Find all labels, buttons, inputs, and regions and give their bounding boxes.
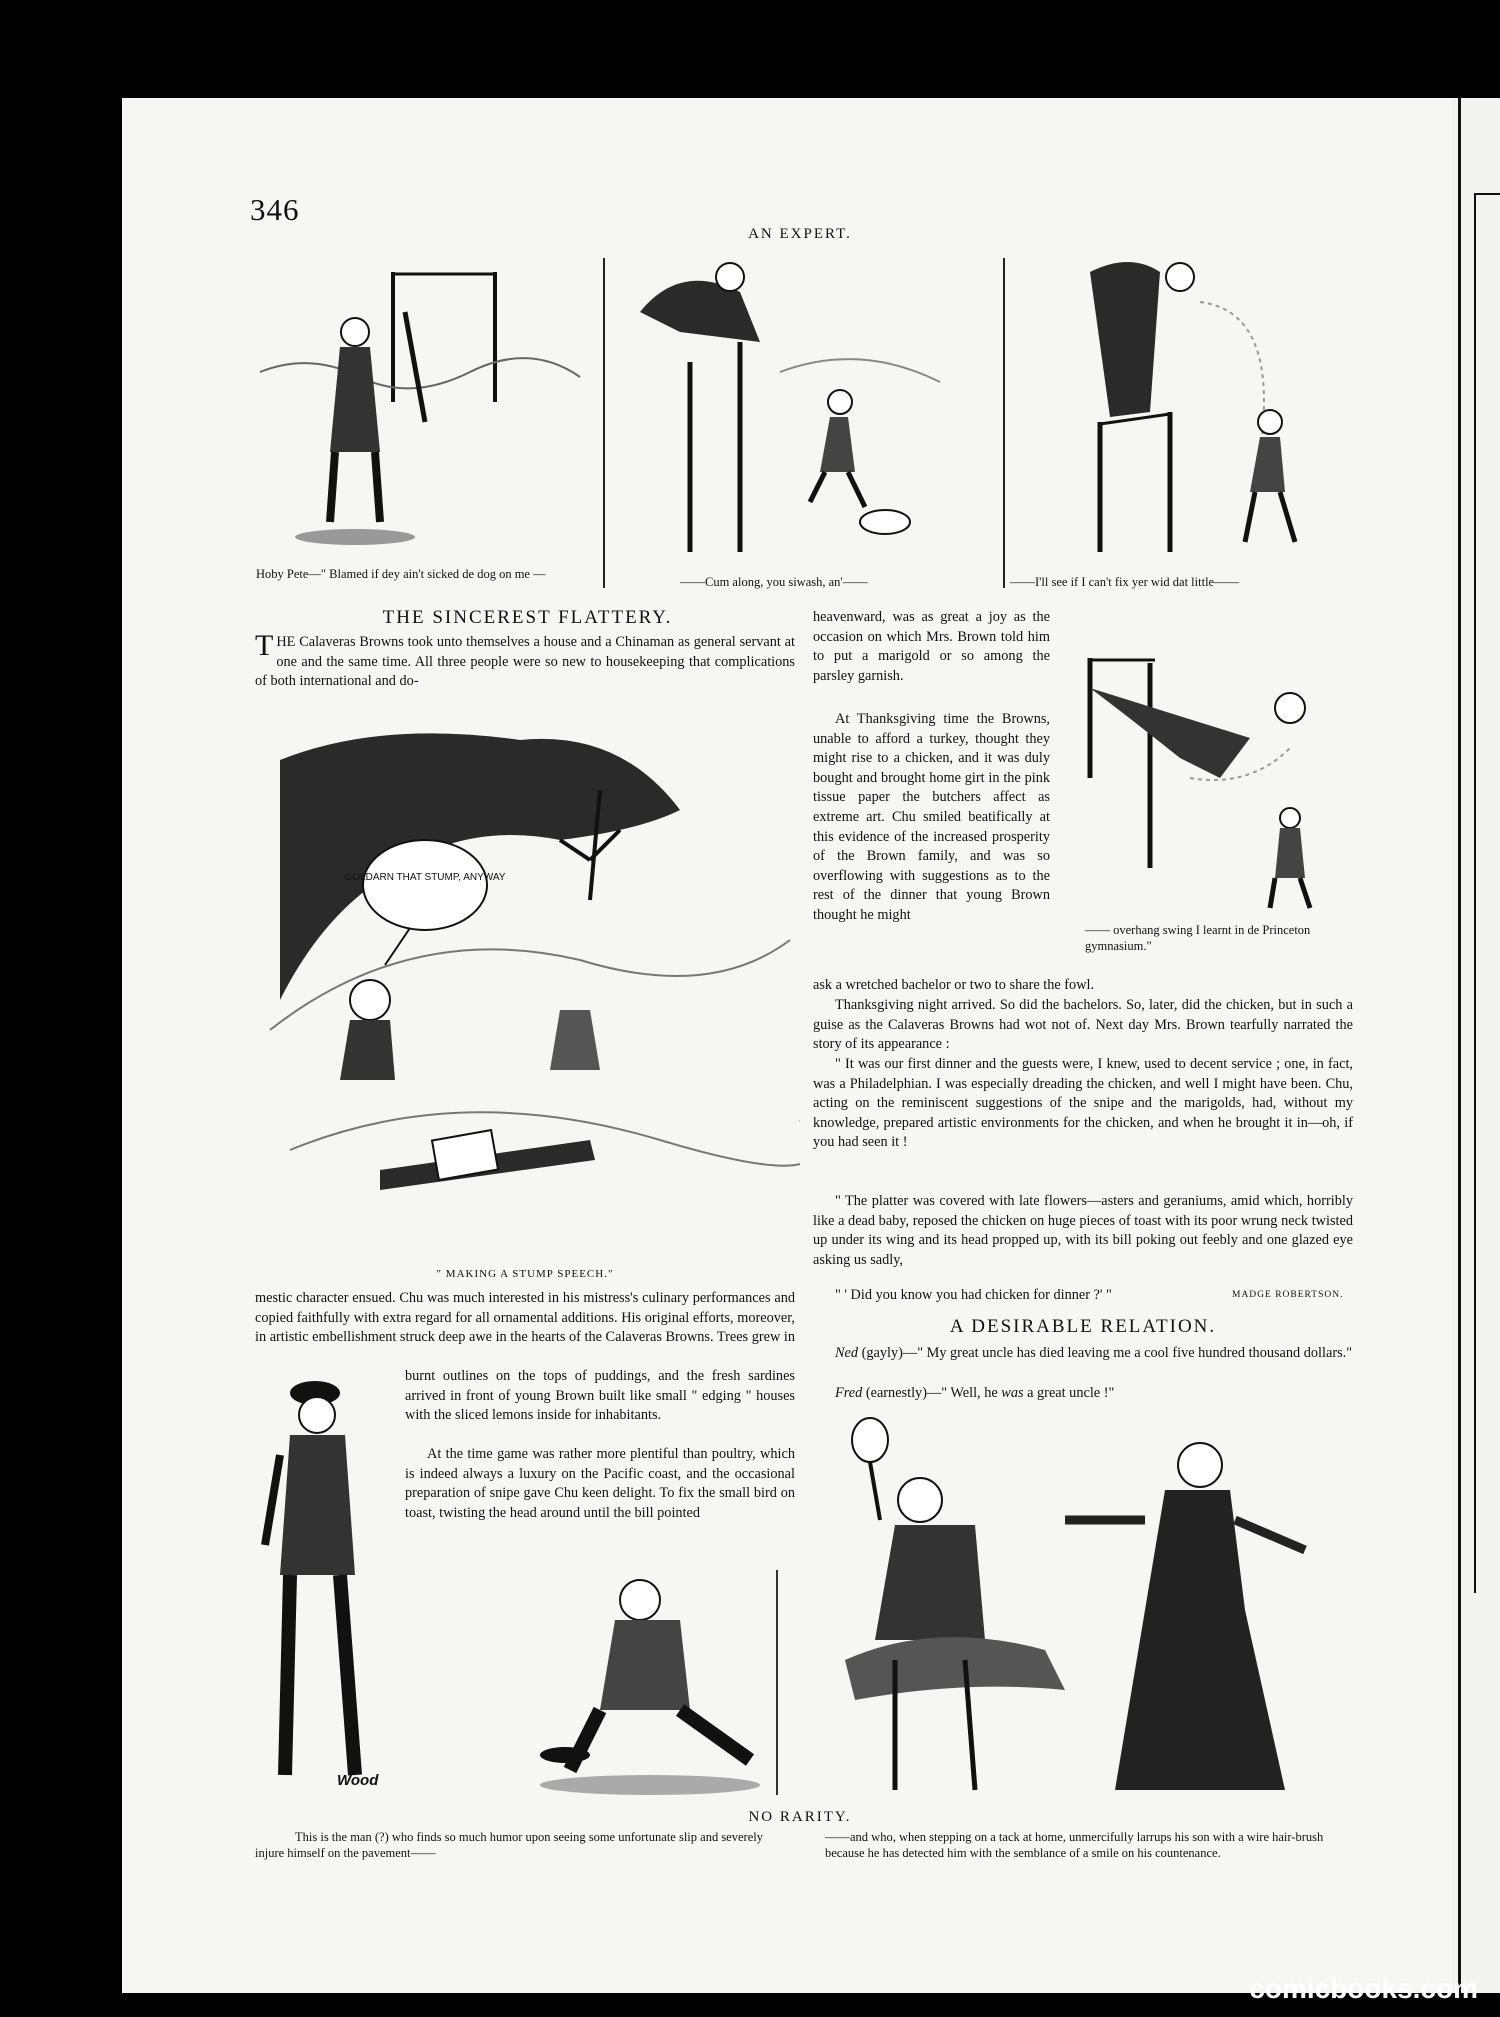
adjacent-page-edge [1452, 98, 1500, 1993]
overhang-swing-illustration [1070, 628, 1360, 916]
sincerest-col2-thanksgiving: At Thanksgiving time the Browns, unable to afford a turkey, thought they might rise to a chicken, and it was duly bought and brought home girt in the pink tissue paper the butchers affect as extreme art. Chu smiled beatifically at this evidence of the increased prosperity of the Brown family, and was so overflowing with suggestions as to the rest of the dinner that young Brown thought he might [813, 711, 1050, 923]
sincerest-para-wrap: burnt outlines on the tops of puddings, and the fresh sardines arrived in front of young Brown built like small " edging " houses with the sliced lemons inside for inhabitants. [405, 1368, 795, 1424]
expert-panel-3-illustration [1030, 252, 1375, 572]
stump-speech-caption: " MAKING A STUMP SPEECH." [436, 1268, 614, 1280]
expert-caption-1: Hoby Pete—" Blamed if dey ain't sicked de dog on me — [256, 567, 546, 581]
sincerest-intro: THE Calaveras Browns took unto themselves a house and a Chinaman as general servant at one and the same time. All three people were so new to housekeeping that complications of both international and do- [255, 629, 795, 690]
no-rarity-title: NO RARITY. [748, 1809, 852, 1825]
expert-panel-1-illustration [250, 252, 595, 572]
author-credit: MADGE ROBERTSON. [1232, 1290, 1344, 1300]
site-watermark: comicbooks.com [1249, 1973, 1478, 2004]
desirable-fred: Fred (earnestly)—" Well, he was a great uncle !" [835, 1385, 1115, 1401]
sincerest-col2-bachelor: ask a wretched bachelor or two to share the fowl. [813, 977, 1095, 993]
expert-title: AN EXPERT. [748, 226, 852, 242]
sincerest-col2-quote: " It was our first dinner and the guests were, I knew, used to decent service ; one, in fact, was a Philadelphian. I was especially dreading the chicken, and well I might have been. Chu, acting on the reminiscent suggestions of the snipe and the marigolds, had, without my knowledge, prepared artistic environments for the chicken, and when he brought it in—oh, if you had seen it ! [813, 1056, 1353, 1151]
expert-caption-3: ——I'll see if I can't fix yer wid dat little—— [1010, 575, 1240, 589]
stump-speech-illustration [260, 700, 800, 1265]
drop-cap: T [255, 629, 274, 662]
sincerest-title: THE SINCEREST FLATTERY. [382, 607, 673, 628]
desirable-title: A DESIRABLE RELATION. [949, 1316, 1217, 1337]
sincerest-col2-closing: " ' Did you know you had chicken for dinner ?' " [835, 1287, 1112, 1303]
desirable-ned: Ned (gayly)—" My great uncle has died leaving me a cool five hundred thousand dollars." [835, 1345, 1353, 1361]
expert-caption-2: ——Cum along, you siwash, an'—— [680, 575, 868, 589]
sincerest-para-game: At the time game was rather more plentiful than poultry, which is indeed always a luxury on the Pacific coast, and the occasional preparation of snipe gave Chu keen delight. To fix the small bird on toast, twisting the head around until the bill pointed [405, 1446, 795, 1521]
hairbrush-spanking-illustration [815, 1410, 1355, 1800]
dandy-man-illustration [260, 1375, 400, 1800]
sincerest-col2-night: Thanksgiving night arrived. So did the bachelors. So, later, did the chicken, but in such a guise as the Calaveras Browns had wot not of. Next day Mrs. Brown tearfully narrated the story of its appearance : [813, 997, 1353, 1053]
sincerest-para-ornaments: mestic character ensued. Chu was much interested in his mistress's culinary performances and copied faithfully with extra regard for all ornamental additions. His original efforts, moreover, in artistic embellishment struck deep awe in the hearts of the Calaveras Browns. Trees grew in [255, 1290, 795, 1346]
expert-continued-caption: —— overhang swing I learnt in de Princeton gymnasium." [1085, 923, 1311, 953]
artist-signature: Wood [337, 1772, 379, 1789]
panel-divider [603, 258, 605, 588]
illustration-divider [776, 1570, 778, 1795]
sincerest-col2-heavenward: heavenward, was as great a joy as the occasion on which Mrs. Brown told him to put a marigold or so among the parsley garnish. [813, 609, 1050, 684]
fallen-man-illustration [530, 1560, 775, 1800]
no-rarity-right-caption: ——and who, when stepping on a tack at home, unmercifully larrups his son with a wire hair-brush because he has detected him with the semblance of a smile on his countenance. [825, 1830, 1324, 1860]
no-rarity-left-caption: This is the man (?) who finds so much humor upon seeing some unfortunate slip and severely injure himself on the pavement—— [255, 1830, 763, 1860]
page-number: 346 [250, 192, 300, 227]
sincerest-col2-platter: " The platter was covered with late flowers—asters and geraniums, amid which, horribly like a dead baby, reposed the chicken on huge pieces of toast with its poor wrung neck twisted up under its wing and its head propped up, with its bill poking out feebly and one glazed eye asking us sadly, [813, 1193, 1353, 1268]
expert-panel-2-illustration [620, 252, 990, 572]
speech-bubble-text: GOLDARN THAT STUMP, ANYWAY [344, 872, 506, 883]
panel-divider [1003, 258, 1005, 588]
